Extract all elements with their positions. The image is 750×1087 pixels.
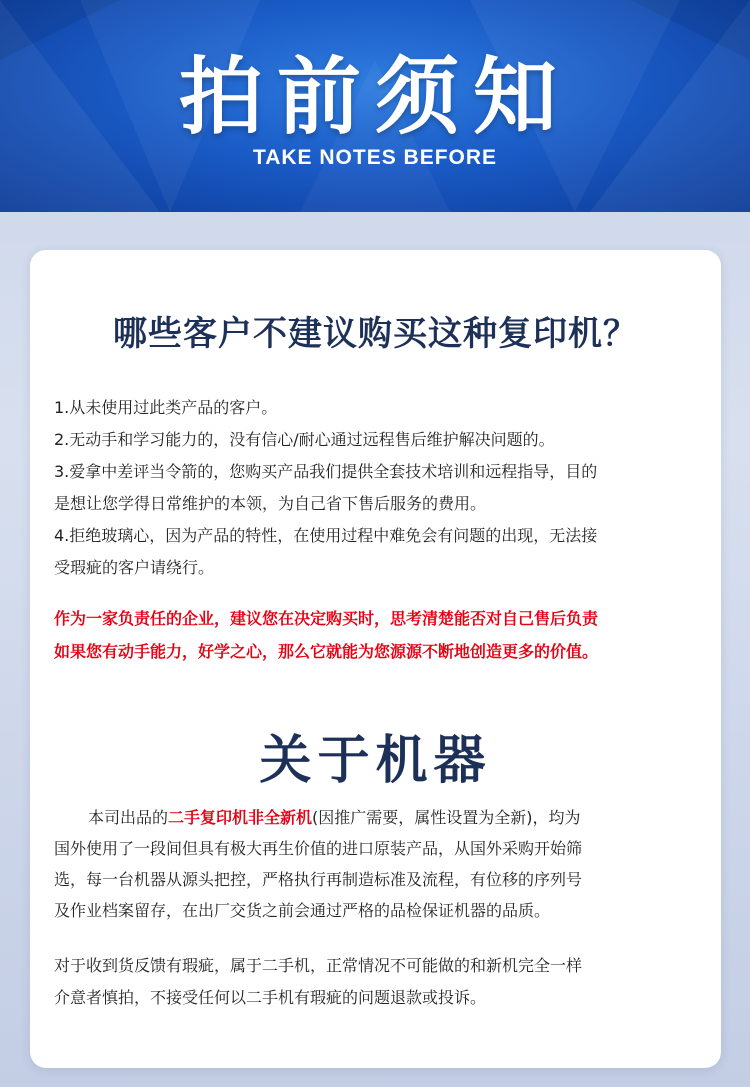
- intro-prefix: 本司出品的: [88, 808, 169, 827]
- list-item: 1.从未使用过此类产品的客户。: [54, 398, 278, 417]
- about-line: 及作业档案留存，在出厂交货之前会通过严格的品检保证机器的品质。: [54, 901, 551, 920]
- content-card: [30, 250, 721, 1068]
- list-item: 受瑕疵的客户请绕行。: [54, 558, 215, 577]
- defect-disclaimer: [54, 950, 700, 1014]
- about-line: 国外使用了一段间但具有极大再生价值的进口原装产品，从国外采购开始筛: [54, 839, 583, 858]
- notice-line: 作为一家负责任的企业，建议您在决定购买时，思考清楚能否对自己售后负责: [54, 609, 599, 628]
- list-item: 2.无动手和学习能力的，没有信心/耐心通过远程售后维护解决问题的。: [54, 430, 555, 449]
- intro-highlight: 二手复印机非全新机: [168, 808, 313, 827]
- banner-title: 拍前须知: [178, 48, 571, 146]
- responsibility-notice: [54, 602, 704, 668]
- disclaimer-line: 介意者慎拍，不接受任何以二手机有瑕疵的问题退款或投诉。: [54, 988, 487, 1007]
- section-title-not-recommended: 哪些客户不建议购买这种复印机？: [113, 314, 638, 354]
- list-item: 4.拒绝玻璃心，因为产品的特性，在使用过程中难免会有问题的出现，无法接: [54, 526, 598, 545]
- about-line: [54, 802, 700, 833]
- notice-line: 如果您有动手能力，好学之心，那么它就能为您源源不断地创造更多的价值。: [54, 642, 599, 661]
- about-line: 选，每一台机器从源头把控，严格执行再制造标准及流程，有位移的序列号: [54, 870, 583, 889]
- banner-subtitle: TAKE NOTES BEFORE: [252, 146, 498, 169]
- section-title-about-machine: 关于机器: [259, 731, 492, 791]
- intro-rest: (因推广需要，属性设置为全新)，均为: [312, 808, 581, 827]
- about-machine-text: [54, 802, 700, 926]
- not-recommended-list: [54, 392, 704, 584]
- header-banner: [0, 0, 750, 212]
- list-item: 是想让您学得日常维护的本领，为自己省下售后服务的费用。: [54, 494, 487, 513]
- disclaimer-line: 对于收到货反馈有瑕疵，属于二手机，正常情况不可能做的和新机完全一样: [54, 956, 583, 975]
- list-item: 3.爱拿中差评当令箭的，您购买产品我们提供全套技术培训和远程指导，目的: [54, 462, 598, 481]
